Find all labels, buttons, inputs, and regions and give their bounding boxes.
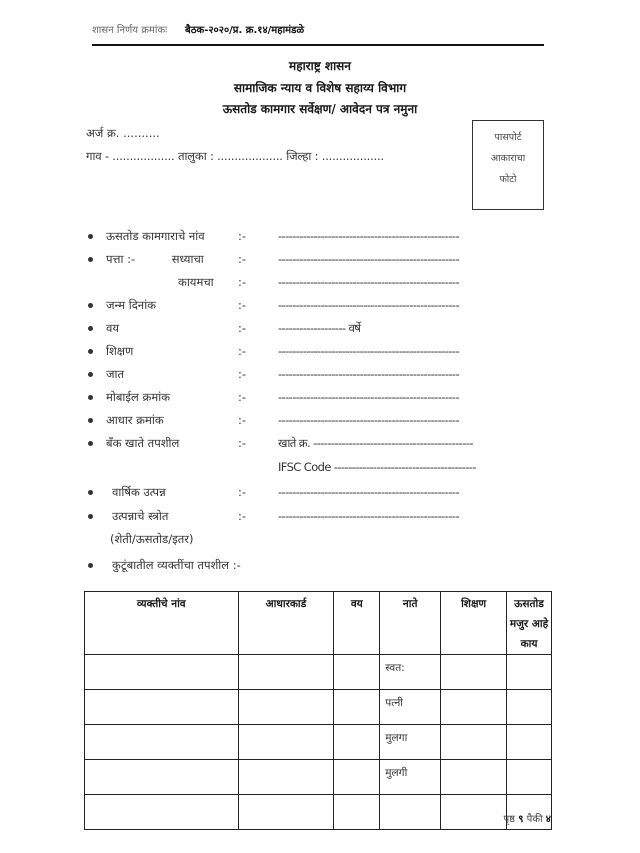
table-row bbox=[85, 655, 552, 690]
title-government: महाराष्ट्र शासन bbox=[289, 59, 351, 73]
field-blank: --------------------------------------------------- bbox=[278, 485, 460, 499]
header-age: वय bbox=[334, 592, 380, 655]
page-footer bbox=[0, 811, 551, 825]
field-colon: :- bbox=[238, 252, 247, 266]
photo-line-3: फोटो bbox=[499, 174, 517, 185]
photo-line-2: आकाराचा bbox=[490, 153, 526, 164]
field-label: शिक्षण bbox=[106, 344, 134, 358]
bullet bbox=[88, 234, 93, 239]
field-colon: :- bbox=[238, 298, 247, 312]
field-blank: --------------------------------------------------- bbox=[278, 413, 460, 427]
field-label: वार्षिक उत्पन्न bbox=[112, 485, 166, 499]
table-row bbox=[85, 760, 552, 795]
photo-box bbox=[472, 120, 544, 210]
field-colon: :- bbox=[238, 275, 247, 289]
bullet bbox=[88, 349, 93, 354]
field-colon: :- bbox=[238, 485, 247, 499]
field-label: कायमचा bbox=[178, 275, 214, 289]
title-department: सामाजिक न्याय व विशेष सहाय्य विभाग bbox=[233, 81, 407, 95]
field-label: वय bbox=[106, 321, 120, 335]
field-colon: :- bbox=[238, 321, 247, 335]
field-colon: :- bbox=[238, 509, 247, 523]
table-row bbox=[85, 690, 552, 725]
bullet bbox=[88, 490, 93, 495]
header-label: शासन निर्णय क्रमांकः bbox=[92, 25, 168, 36]
header-rule bbox=[92, 44, 544, 46]
field-colon: :- bbox=[238, 367, 247, 381]
table-row bbox=[85, 725, 552, 760]
bullet bbox=[88, 514, 93, 519]
bullet bbox=[88, 372, 93, 377]
bullet bbox=[88, 395, 93, 400]
bullet bbox=[88, 326, 93, 331]
header-person-name: व्यक्तीचे नांव bbox=[85, 592, 239, 655]
field-blank: खाते क्र. --------------------------------------------- bbox=[278, 436, 473, 450]
footer-prefix: पृष्ठ bbox=[503, 814, 516, 825]
field-label: ऊसतोड कामगाराचे नांव bbox=[106, 229, 205, 243]
field-colon: :- bbox=[238, 413, 247, 427]
footer-page: ९ bbox=[518, 814, 524, 825]
photo-line-1: पासपोर्ट bbox=[494, 132, 522, 143]
header-aadhaar: आधारकार्ड bbox=[238, 592, 334, 655]
field-label: बँक खाते तपशील bbox=[106, 436, 180, 450]
field-label: उत्पन्नाचे स्त्रोत bbox=[112, 509, 169, 523]
field-blank: --------------------------------------------------- bbox=[278, 509, 460, 523]
field-colon: :- bbox=[238, 344, 247, 358]
bullet bbox=[88, 563, 93, 568]
field-blank: --------------------------------------------------- bbox=[278, 390, 460, 404]
application-number: अर्ज क्र. .......... bbox=[86, 126, 160, 140]
field-label: पत्ता :- सध्याचा bbox=[106, 252, 204, 266]
bullet bbox=[88, 303, 93, 308]
family-table bbox=[84, 591, 552, 830]
field-blank: IFSC Code ---------------------------------------- bbox=[278, 460, 476, 474]
header-relation: नाते bbox=[380, 592, 441, 655]
field-blank: ------------------- वर्षे bbox=[278, 321, 361, 335]
field-blank: --------------------------------------------------- bbox=[278, 298, 460, 312]
field-blank: --------------------------------------------------- bbox=[278, 275, 460, 289]
field-colon: :- bbox=[238, 390, 247, 404]
header-education: शिक्षण bbox=[441, 592, 507, 655]
header-reference: बैठक-२०२०/प्र. क्र.१४/महामंडळे bbox=[185, 25, 305, 36]
field-label: आधार क्रमांक bbox=[106, 413, 164, 427]
income-source-note: (शेती/ऊसतोड/इतर) bbox=[110, 532, 194, 546]
field-blank: --------------------------------------------------- bbox=[278, 367, 460, 381]
footer-total: ४ bbox=[545, 814, 551, 825]
relation-cell: मुलगी bbox=[380, 760, 441, 795]
field-blank: --------------------------------------------------- bbox=[278, 344, 460, 358]
footer-of: पैकी bbox=[526, 814, 543, 825]
relation-cell: मुलगा bbox=[380, 725, 441, 760]
relation-cell: पत्नी bbox=[380, 690, 441, 725]
table-header-row bbox=[85, 592, 552, 655]
location-line: गाव - .................. तालुका : ................... जिल्हा : .................. bbox=[86, 149, 384, 163]
bullet bbox=[88, 257, 93, 262]
field-colon: :- bbox=[238, 436, 247, 450]
title-form: ऊसतोड कामगार सर्वेक्षण/ आवेदन पत्र नमुना bbox=[222, 102, 418, 116]
header-is-laborer: ऊसतोड मजुर आहे काय bbox=[507, 592, 552, 655]
relation-cell: स्वत: bbox=[380, 655, 441, 690]
field-label: जन्म दिनांक bbox=[106, 298, 157, 312]
field-label: कुटूंबातील व्यक्तींचा तपशील :- bbox=[112, 558, 241, 572]
bullet bbox=[88, 418, 93, 423]
field-label: मोबाईल क्रमांक bbox=[106, 390, 171, 404]
bullet bbox=[88, 441, 93, 446]
field-blank: --------------------------------------------------- bbox=[278, 252, 460, 266]
field-blank: --------------------------------------------------- bbox=[278, 229, 460, 243]
field-colon: :- bbox=[238, 229, 247, 243]
field-label: जात bbox=[106, 367, 125, 381]
